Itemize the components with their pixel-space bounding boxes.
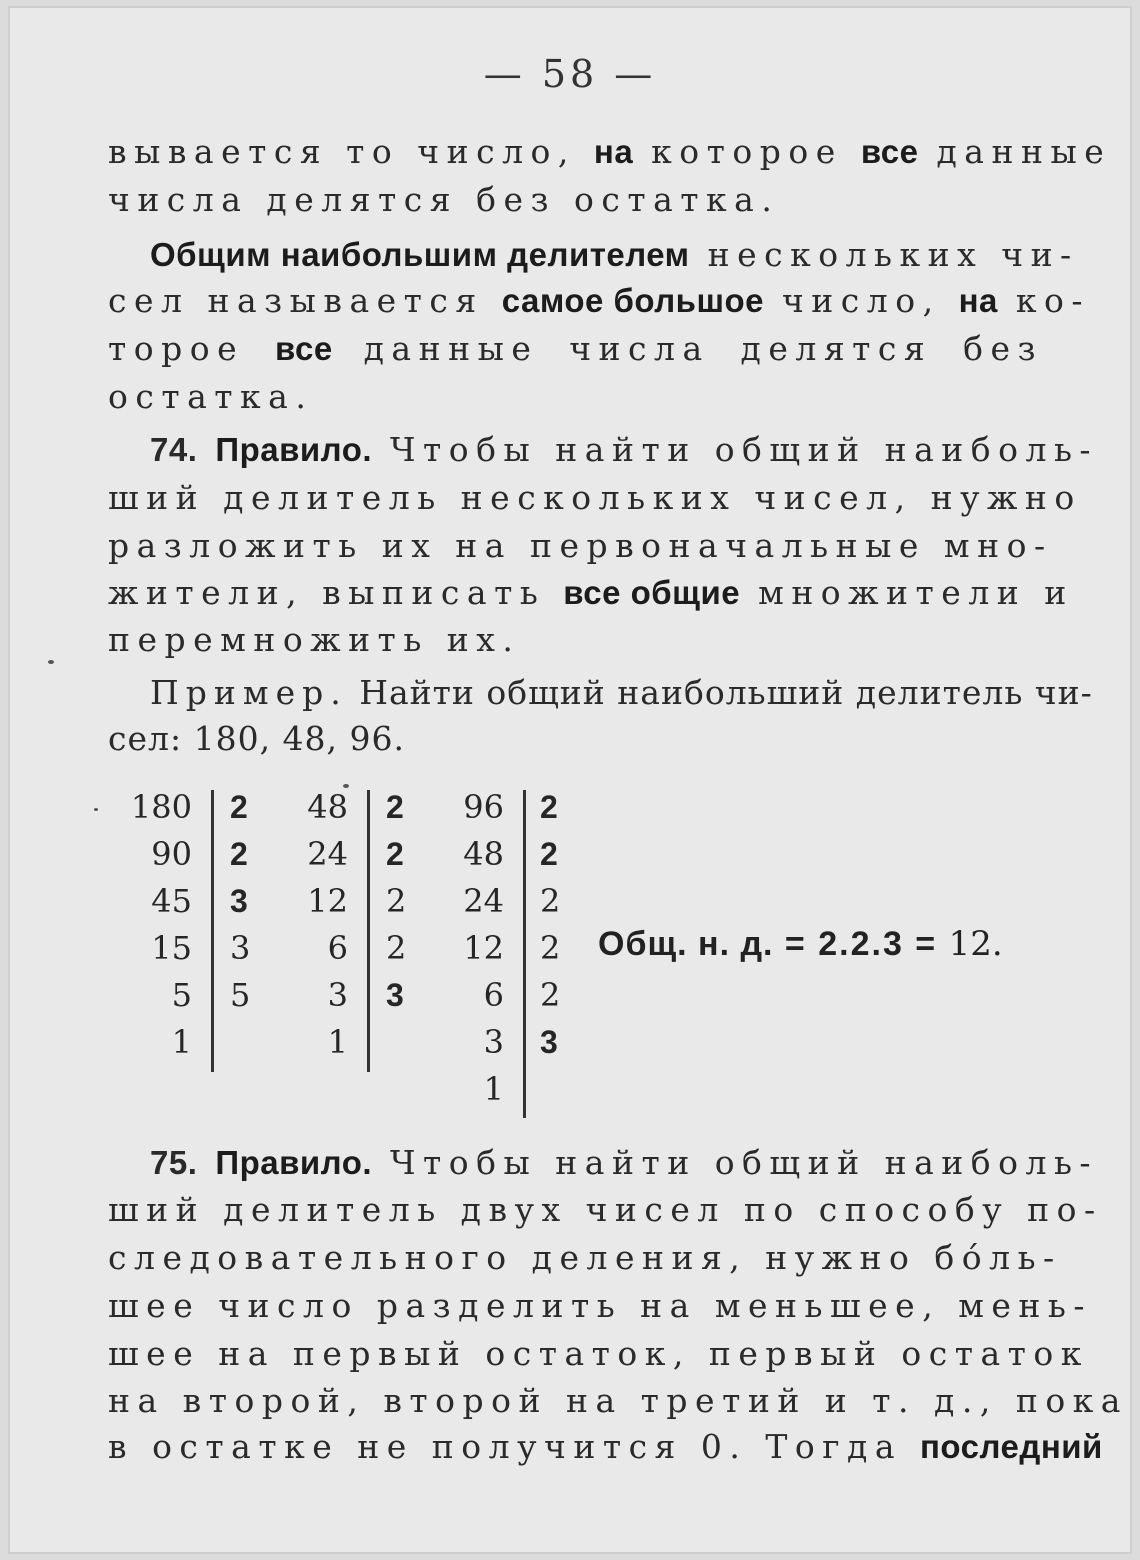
factor-c-number: 96 (463, 788, 504, 826)
factor-c-factor: 2 (540, 929, 561, 967)
para1-line-2: числа делятся без остатка. (108, 180, 780, 219)
factor-c-number: 3 (483, 1023, 504, 1061)
rule74-line-5: перемножить их. (108, 620, 521, 659)
rule75-line-3: следовательного деления, нужно бо́ль- (108, 1238, 1062, 1277)
factor-a-factor: 3 (230, 883, 248, 919)
gcd-expression: = 2.2.3 = (773, 925, 949, 963)
factor-b-number: 6 (327, 929, 348, 967)
definition-line-4: остатка. (108, 377, 314, 416)
factor-b-factor: 2 (386, 789, 404, 825)
definition-line-3: торое все данные числа делятся без (108, 329, 1044, 368)
factor-b-number: 1 (327, 1023, 348, 1061)
rule74-line-4: жители, выписать все общие множители и (108, 573, 1074, 612)
rule75-line-1: 75. Правило. Чтобы найти общий наиболь- (150, 1143, 1099, 1182)
factor-b-factor: 3 (386, 977, 404, 1013)
rule74-line-2: ший делитель нескольких чисел, нужно (108, 478, 1082, 517)
factor-c-factor: 3 (540, 1024, 558, 1060)
gcd-label: Общ. н. д. (598, 925, 774, 963)
factor-a-divider (211, 790, 214, 1072)
factor-c-numbers (420, 784, 504, 1113)
factor-c-factor: 2 (540, 976, 561, 1014)
factor-a-factor: 2 (230, 836, 248, 872)
scan-speck (343, 784, 349, 788)
factor-c-factor: 2 (540, 789, 558, 825)
factor-b-factor: 2 (386, 836, 404, 872)
factor-c-factor: 2 (540, 882, 561, 920)
factor-a-factor: 3 (230, 929, 251, 967)
rule74-line-1: 74. Правило. Чтобы найти общий наиболь- (150, 430, 1099, 469)
factor-c-number: 1 (483, 1070, 504, 1108)
example-line-2: сел: 180, 48, 96. (108, 719, 406, 758)
factor-b-number: 48 (307, 788, 348, 826)
factor-c-factor: 2 (540, 836, 558, 872)
rule75-line-6: на второй, второй на третий и т. д., пока (108, 1381, 1128, 1420)
factor-c-number: 12 (463, 929, 504, 967)
factor-c-divider (523, 790, 526, 1118)
factor-c-number: 24 (463, 882, 504, 920)
factor-b-number: 3 (327, 976, 348, 1014)
factor-c-number: 48 (463, 835, 504, 873)
factor-a-numbers (110, 784, 192, 1066)
factor-a-factors (230, 784, 270, 1019)
rule74-line-3: разложить их на первоначальные мно- (108, 526, 1053, 565)
factor-a-factor: 2 (230, 789, 248, 825)
factor-b-number: 24 (307, 835, 348, 873)
rule75-line-5: шее на первый остаток, первый остаток (108, 1334, 1089, 1373)
scan-speck (94, 808, 98, 811)
factor-a-number: 90 (151, 835, 192, 873)
gcd-value: 12. (948, 924, 1003, 964)
page-number: — 58 — (483, 52, 657, 96)
factor-a-factor: 5 (230, 976, 251, 1014)
para1-line-1: вывается то число, на которое все данные (108, 132, 1112, 171)
factor-b-factor: 2 (386, 882, 407, 920)
factor-b-divider (367, 790, 370, 1072)
rule75-line-2: ший делитель двух чисел по способу по- (108, 1190, 1103, 1229)
rule75-line-7: в остатке не получится 0. Тогда последний (108, 1427, 1103, 1466)
factor-c-number: 6 (483, 976, 504, 1014)
factor-a-number: 180 (130, 788, 192, 826)
gcd-result (598, 924, 1003, 964)
factor-b-number: 12 (307, 882, 348, 920)
scan-speck (48, 660, 54, 664)
factor-a-number: 15 (151, 929, 192, 967)
factor-a-number: 1 (171, 1023, 192, 1061)
factor-b-numbers (270, 784, 348, 1066)
rule75-line-4: шее число разделить на меньшее, мень- (108, 1286, 1093, 1325)
factor-a-number: 5 (171, 976, 192, 1014)
example-line-1: Пример. Найти общий наибольший делитель чи- (150, 673, 1093, 712)
factor-a-number: 45 (151, 882, 192, 920)
definition-line-1: Общим наибольшим делителем нескольких чи- (150, 235, 1079, 274)
factor-b-factor: 2 (386, 929, 407, 967)
definition-line-2: сел называется самое большое число, на ко- (108, 281, 1091, 320)
factor-c-factors (540, 784, 580, 1066)
